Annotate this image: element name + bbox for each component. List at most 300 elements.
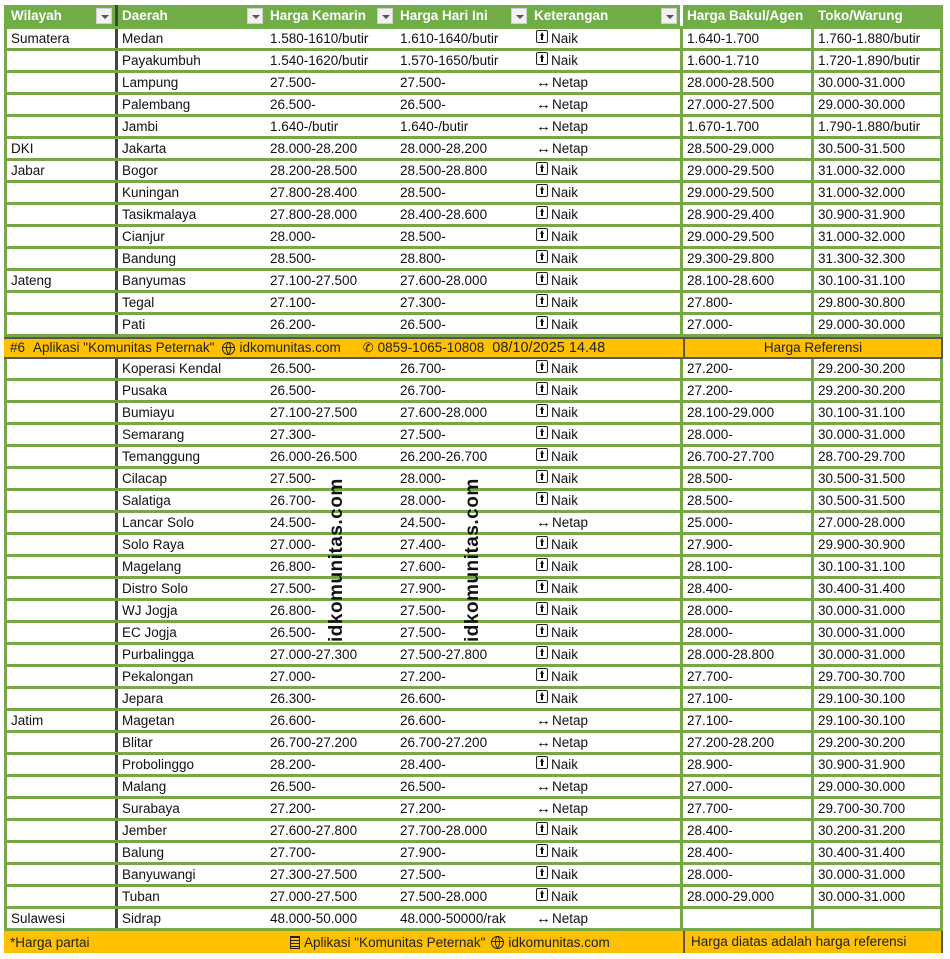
trend-label: Netap [552, 119, 589, 134]
cell-harga-hari-ini: 27.200- [400, 801, 446, 816]
cell-toko-warung: 29.200-30.200 [814, 733, 943, 752]
cell-wilayah [4, 887, 118, 906]
trend-label: Naik [551, 691, 579, 706]
arrow-up-icon [536, 272, 548, 285]
cell-toko-warung: 29.800-30.800 [814, 293, 943, 312]
trend-label: Naik [551, 537, 579, 552]
cell-toko-warung: 29.700-30.700 [814, 667, 943, 686]
cell-keterangan [530, 777, 683, 796]
cell-toko-warung: 30.900-31.900 [814, 755, 943, 774]
cell-harga-hari-ini: 27.400- [400, 537, 446, 552]
banner-phone: 0859-1065-10808 [377, 340, 485, 355]
cell-harga-hari-ini: 27.700-28.000 [400, 823, 488, 838]
arrow-up-icon [536, 580, 548, 593]
filter-dropdown-icon[interactable] [661, 8, 677, 24]
cell-toko-warung: 1.790-1.880/butir [814, 117, 943, 136]
arrow-up-icon [536, 492, 548, 505]
cell-keterangan [530, 689, 683, 708]
cell-harga-hari-ini: 1.610-1640/butir [400, 31, 499, 46]
cell-harga-hari-ini: 26.500- [400, 97, 446, 112]
cell-toko-warung: 31.300-32.300 [814, 249, 943, 268]
cell-harga-hari-ini: 28.500- [400, 229, 446, 244]
table-row [4, 667, 943, 689]
cell-wilayah [4, 865, 118, 884]
cell-toko-warung: 30.100-31.100 [814, 557, 943, 576]
trend-label: Naik [551, 317, 579, 332]
cell-toko-warung: 30.000-31.000 [814, 645, 943, 664]
cell-wilayah [4, 777, 118, 796]
cell-harga-bakul: 28.500- [683, 491, 814, 510]
table-row [4, 403, 943, 425]
cell-harga-hari-ini: 26.600- [400, 713, 446, 728]
trend-label: Naik [551, 625, 579, 640]
cell-daerah: Tuban [122, 889, 160, 904]
cell-keterangan [530, 139, 683, 158]
cell-toko-warung: 1.760-1.880/butir [814, 29, 943, 48]
cell-keterangan [530, 557, 683, 576]
cell-keterangan [530, 799, 683, 818]
table-row [4, 909, 943, 931]
cell-daerah: Medan [122, 31, 164, 46]
cell-harga-bakul: 27.100- [683, 689, 814, 708]
trend-label: Netap [552, 713, 589, 728]
cell-harga-hari-ini: 27.200- [400, 669, 446, 684]
cell-harga-hari-ini: 27.600- [400, 559, 446, 574]
cell-harga-kemarin: 28.500- [270, 251, 316, 266]
header-label: Toko/Warung [818, 8, 903, 23]
filter-dropdown-icon[interactable] [511, 8, 527, 24]
table-row [4, 645, 943, 667]
table-row [4, 29, 943, 51]
cell-harga-bakul: 27.800- [683, 293, 814, 312]
arrow-up-icon [536, 602, 548, 615]
cell-harga-kemarin: 27.300- [270, 427, 316, 442]
cell-toko-warung: 30.000-31.000 [814, 865, 943, 884]
cell-keterangan [530, 205, 683, 224]
cell-keterangan [530, 447, 683, 466]
trend-label: Netap [552, 801, 589, 816]
cell-harga-bakul: 28.000- [683, 425, 814, 444]
table-row [4, 227, 943, 249]
cell-wilayah [4, 491, 118, 510]
trend-label: Naik [551, 405, 579, 420]
cell-daerah: Payakumbuh [122, 53, 201, 68]
phone-icon: ✆ [362, 340, 374, 355]
cell-toko-warung: 30.400-31.400 [814, 579, 943, 598]
cell-daerah: Cianjur [122, 229, 165, 244]
cell-harga-bakul: 28.000- [683, 865, 814, 884]
cell-harga-hari-ini: 26.200-26.700 [400, 449, 488, 464]
cell-wilayah [4, 535, 118, 554]
header-keterangan [530, 5, 683, 26]
cell-wilayah [4, 249, 118, 268]
cell-harga-bakul: 27.900- [683, 535, 814, 554]
cell-harga-kemarin: 26.700- [270, 493, 316, 508]
arrow-up-icon [536, 866, 548, 879]
cell-harga-kemarin: 27.800-28.000 [270, 207, 358, 222]
cell-harga-kemarin: 27.500- [270, 581, 316, 596]
cell-daerah: Bumiayu [122, 405, 175, 420]
cell-harga-hari-ini: 27.600-28.000 [400, 405, 488, 420]
cell-wilayah [4, 645, 118, 664]
cell-harga-hari-ini: 27.500- [400, 427, 446, 442]
arrow-left-right-icon: ↔ [536, 74, 551, 91]
banner-left [4, 339, 683, 357]
cell-harga-hari-ini: 27.500- [400, 603, 446, 618]
cell-wilayah: Jabar [4, 161, 118, 180]
cell-harga-kemarin: 26.600- [270, 713, 316, 728]
filter-dropdown-icon[interactable] [247, 8, 263, 24]
cell-harga-hari-ini: 48.000-50000/rak [400, 911, 506, 926]
cell-harga-kemarin: 26.500- [270, 625, 316, 640]
cell-harga-bakul: 27.200- [683, 359, 814, 378]
cell-daerah: Lampung [122, 75, 179, 90]
trend-label: Naik [551, 53, 579, 68]
footer-bar [4, 931, 943, 953]
cell-harga-hari-ini: 28.000-28.200 [400, 141, 488, 156]
arrow-up-icon [536, 448, 548, 461]
cell-daerah: Cilacap [122, 471, 168, 486]
trend-label: Naik [551, 185, 579, 200]
trend-label: Naik [551, 581, 579, 596]
footer-note: *Harga partai [10, 934, 90, 950]
table-row [4, 315, 943, 337]
cell-daerah: Kuningan [122, 185, 180, 200]
cell-harga-hari-ini: 27.500- [400, 867, 446, 882]
header-label: Keterangan [534, 8, 609, 23]
trend-label: Naik [551, 647, 579, 662]
cell-toko-warung: 30.200-31.200 [814, 821, 943, 840]
cell-harga-hari-ini: 28.500- [400, 185, 446, 200]
cell-daerah: Blitar [122, 735, 153, 750]
cell-harga-hari-ini: 27.300- [400, 295, 446, 310]
table-row [4, 381, 943, 403]
trend-label: Naik [551, 207, 579, 222]
cell-toko-warung: 30.000-31.000 [814, 887, 943, 906]
table-row [4, 821, 943, 843]
header-label: Harga Bakul/Agen [687, 8, 804, 23]
cell-keterangan [530, 73, 683, 92]
cell-daerah: Palembang [122, 97, 191, 112]
cell-harga-bakul: 28.500-29.000 [683, 139, 814, 158]
cell-harga-hari-ini: 26.500- [400, 317, 446, 332]
cell-daerah: EC Jogja [122, 625, 177, 640]
cell-harga-hari-ini: 27.500-27.800 [400, 647, 488, 662]
cell-harga-bakul: 29.000-29.500 [683, 227, 814, 246]
cell-harga-bakul: 27.000- [683, 777, 814, 796]
table-row [4, 843, 943, 865]
cell-harga-hari-ini: 1.640-/butir [400, 119, 469, 134]
table-row [4, 865, 943, 887]
table-row [4, 271, 943, 293]
cell-harga-bakul: 28.400- [683, 579, 814, 598]
cell-harga-hari-ini: 27.900- [400, 581, 446, 596]
arrow-left-right-icon: ↔ [536, 734, 551, 751]
cell-toko-warung: 29.000-30.000 [814, 777, 943, 796]
cell-harga-kemarin: 26.000-26.500 [270, 449, 358, 464]
cell-harga-kemarin: 27.100- [270, 295, 316, 310]
banner-website[interactable]: idkomunitas.com [239, 340, 341, 355]
arrow-up-icon [536, 294, 548, 307]
cell-harga-hari-ini: 26.500- [400, 779, 446, 794]
cell-harga-bakul: 29.000-29.500 [683, 183, 814, 202]
cell-keterangan [530, 403, 683, 422]
cell-harga-kemarin: 27.000- [270, 669, 316, 684]
trend-label: Naik [551, 295, 579, 310]
table-row [4, 425, 943, 447]
cell-harga-bakul: 28.900- [683, 755, 814, 774]
cell-keterangan [530, 645, 683, 664]
arrow-up-icon [536, 536, 548, 549]
cell-daerah: Tasikmalaya [122, 207, 197, 222]
arrow-left-right-icon: ↔ [536, 800, 551, 817]
cell-harga-bakul: 28.000-28.800 [683, 645, 814, 664]
cell-harga-kemarin: 26.700-27.200 [270, 735, 358, 750]
cell-harga-kemarin: 1.640-/butir [270, 119, 339, 134]
cell-wilayah: DKI [4, 139, 118, 158]
arrow-left-right-icon: ↔ [536, 778, 551, 795]
footer-app: Aplikasi "Komunitas Peternak" [304, 934, 486, 950]
cell-daerah: Jambi [122, 119, 159, 134]
cell-keterangan [530, 227, 683, 246]
cell-harga-kemarin: 26.300- [270, 691, 316, 706]
cell-wilayah [4, 425, 118, 444]
cell-keterangan [530, 513, 683, 532]
trend-label: Naik [551, 273, 579, 288]
cell-harga-hari-ini: 28.800- [400, 251, 446, 266]
cell-harga-kemarin: 28.200- [270, 757, 316, 772]
cell-daerah: Bogor [122, 163, 159, 178]
cell-wilayah [4, 821, 118, 840]
cell-harga-hari-ini: 28.000- [400, 493, 446, 508]
arrow-up-icon [536, 382, 548, 395]
arrow-left-right-icon: ↔ [536, 140, 551, 157]
trend-label: Naik [551, 163, 579, 178]
arrow-up-icon [536, 162, 548, 175]
table-row [4, 161, 943, 183]
cell-toko-warung: 30.000-31.000 [814, 623, 943, 642]
cell-harga-kemarin: 26.800- [270, 603, 316, 618]
cell-toko-warung: 31.000-32.000 [814, 227, 943, 246]
cell-keterangan [530, 293, 683, 312]
cell-harga-bakul: 28.100- [683, 557, 814, 576]
table-row [4, 689, 943, 711]
cell-toko-warung: 27.000-28.000 [814, 513, 943, 532]
table-row [4, 73, 943, 95]
cell-wilayah [4, 667, 118, 686]
cell-harga-bakul: 25.000- [683, 513, 814, 532]
trend-label: Naik [551, 669, 579, 684]
cell-harga-bakul: 28.100-28.600 [683, 271, 814, 290]
cell-harga-bakul: 28.000- [683, 601, 814, 620]
table-row [4, 777, 943, 799]
cell-daerah: Pati [122, 317, 146, 332]
cell-daerah: Probolinggo [122, 757, 195, 772]
header-daerah [118, 5, 266, 26]
cell-daerah: Jakarta [122, 141, 167, 156]
cell-harga-bakul: 27.100- [683, 711, 814, 730]
cell-harga-kemarin: 27.800-28.400 [270, 185, 358, 200]
cell-wilayah [4, 205, 118, 224]
cell-harga-hari-ini: 26.700- [400, 383, 446, 398]
cell-toko-warung: 28.700-29.700 [814, 447, 943, 466]
cell-daerah: Tegal [122, 295, 155, 310]
header-row [4, 5, 943, 29]
cell-harga-hari-ini: 1.570-1650/butir [400, 53, 499, 68]
cell-wilayah: Sulawesi [4, 909, 118, 928]
cell-toko-warung: 31.000-32.000 [814, 161, 943, 180]
cell-keterangan [530, 315, 683, 334]
cell-harga-kemarin: 26.500- [270, 383, 316, 398]
arrow-left-right-icon: ↔ [536, 514, 551, 531]
cell-toko-warung: 29.700-30.700 [814, 799, 943, 818]
cell-harga-kemarin: 24.500- [270, 515, 316, 530]
cell-keterangan [530, 29, 683, 48]
table-row [4, 755, 943, 777]
table-row [4, 359, 943, 381]
arrow-up-icon [536, 52, 548, 65]
table-row [4, 183, 943, 205]
cell-keterangan [530, 711, 683, 730]
trend-label: Netap [552, 97, 589, 112]
cell-daerah: Pusaka [122, 383, 168, 398]
cell-harga-kemarin: 27.100-27.500 [270, 405, 358, 420]
table-row [4, 711, 943, 733]
cell-harga-bakul: 28.000-28.500 [683, 73, 814, 92]
trend-label: Naik [551, 845, 579, 860]
header-harga-kemarin [266, 5, 396, 26]
cell-harga-bakul: 27.200-28.200 [683, 733, 814, 752]
cell-harga-kemarin: 26.500- [270, 97, 316, 112]
cell-wilayah [4, 73, 118, 92]
trend-label: Naik [551, 229, 579, 244]
cell-harga-kemarin: 27.700- [270, 845, 316, 860]
cell-wilayah: Jateng [4, 271, 118, 290]
cell-wilayah [4, 403, 118, 422]
cell-wilayah [4, 469, 118, 488]
cell-harga-bakul: 28.400- [683, 821, 814, 840]
cell-daerah: Pekalongan [122, 669, 194, 684]
filter-dropdown-icon[interactable] [377, 8, 393, 24]
cell-toko-warung: 30.000-31.000 [814, 601, 943, 620]
cell-daerah: Jember [122, 823, 168, 838]
cell-harga-kemarin: 27.100-27.500 [270, 273, 358, 288]
cell-wilayah [4, 293, 118, 312]
cell-harga-hari-ini: 27.500- [400, 625, 446, 640]
cell-wilayah [4, 183, 118, 202]
cell-harga-hari-ini: 26.700- [400, 361, 446, 376]
footer-disclaimer: Harga diatas adalah harga referensi [683, 931, 943, 953]
cell-keterangan [530, 95, 683, 114]
cell-harga-bakul [683, 909, 814, 928]
table-row [4, 51, 943, 73]
cell-wilayah [4, 601, 118, 620]
arrow-up-icon [536, 690, 548, 703]
footer-website[interactable]: idkomunitas.com [508, 934, 610, 950]
cell-toko-warung: 29.100-30.100 [814, 711, 943, 730]
cell-toko-warung: 30.100-31.100 [814, 271, 943, 290]
table-row [4, 117, 943, 139]
cell-keterangan [530, 909, 683, 928]
cell-harga-kemarin: 28.000-28.200 [270, 141, 358, 156]
cell-harga-hari-ini: 27.600-28.000 [400, 273, 488, 288]
cell-harga-kemarin: 28.000- [270, 229, 316, 244]
cell-daerah: Distro Solo [122, 581, 189, 596]
cell-toko-warung: 29.000-30.000 [814, 315, 943, 334]
header-toko-warung [814, 5, 943, 26]
cell-wilayah [4, 623, 118, 642]
cell-keterangan [530, 887, 683, 906]
table-row [4, 95, 943, 117]
cell-daerah: Bandung [122, 251, 177, 266]
cell-wilayah [4, 447, 118, 466]
trend-label: Naik [551, 603, 579, 618]
banner-app: Aplikasi "Komunitas Peternak" [33, 340, 215, 355]
header-label: Wilayah [11, 8, 62, 23]
table-row [4, 447, 943, 469]
arrow-up-icon [536, 756, 548, 769]
cell-keterangan [530, 535, 683, 554]
cell-harga-bakul: 28.500- [683, 469, 814, 488]
arrow-up-icon [536, 30, 548, 43]
cell-wilayah [4, 315, 118, 334]
table-row [4, 249, 943, 271]
arrow-up-icon [536, 558, 548, 571]
table-row [4, 733, 943, 755]
cell-toko-warung: 30.000-31.000 [814, 425, 943, 444]
cell-harga-kemarin: 27.200- [270, 801, 316, 816]
table-row [4, 139, 943, 161]
arrow-up-icon [536, 184, 548, 197]
cell-harga-bakul: 27.700- [683, 799, 814, 818]
arrow-up-icon [536, 360, 548, 373]
cell-toko-warung: 29.900-30.900 [814, 535, 943, 554]
cell-keterangan [530, 843, 683, 862]
cell-harga-bakul: 27.200- [683, 381, 814, 400]
cell-daerah: Malang [122, 779, 167, 794]
filter-dropdown-icon[interactable] [96, 8, 112, 24]
cell-keterangan [530, 491, 683, 510]
cell-harga-hari-ini: 24.500- [400, 515, 446, 530]
cell-daerah: Lancar Solo [122, 515, 195, 530]
cell-harga-kemarin: 27.000- [270, 537, 316, 552]
cell-daerah: Magelang [122, 559, 182, 574]
cell-harga-kemarin: 1.580-1610/butir [270, 31, 369, 46]
arrow-up-icon [536, 624, 548, 637]
cell-wilayah [4, 733, 118, 752]
cell-keterangan [530, 733, 683, 752]
cell-harga-kemarin: 48.000-50.000 [270, 911, 358, 926]
trend-label: Naik [551, 889, 579, 904]
watermark-1: idkomunitas.com [326, 478, 347, 642]
cell-harga-kemarin: 26.500- [270, 779, 316, 794]
banner-reference: Harga Referensi [683, 339, 943, 357]
cell-keterangan [530, 359, 683, 378]
cell-harga-bakul: 27.000- [683, 315, 814, 334]
trend-label: Naik [551, 757, 579, 772]
header-label: Harga Kemarin [270, 8, 367, 23]
trend-label: Naik [551, 867, 579, 882]
cell-daerah: Balung [122, 845, 165, 860]
arrow-up-icon [536, 250, 548, 263]
trend-label: Naik [551, 383, 579, 398]
cell-harga-hari-ini: 26.700-27.200 [400, 735, 488, 750]
cell-harga-bakul: 28.000-29.000 [683, 887, 814, 906]
cell-harga-kemarin: 26.500- [270, 361, 316, 376]
cell-keterangan [530, 183, 683, 202]
cell-keterangan [530, 579, 683, 598]
cell-harga-kemarin: 1.540-1620/butir [270, 53, 369, 68]
